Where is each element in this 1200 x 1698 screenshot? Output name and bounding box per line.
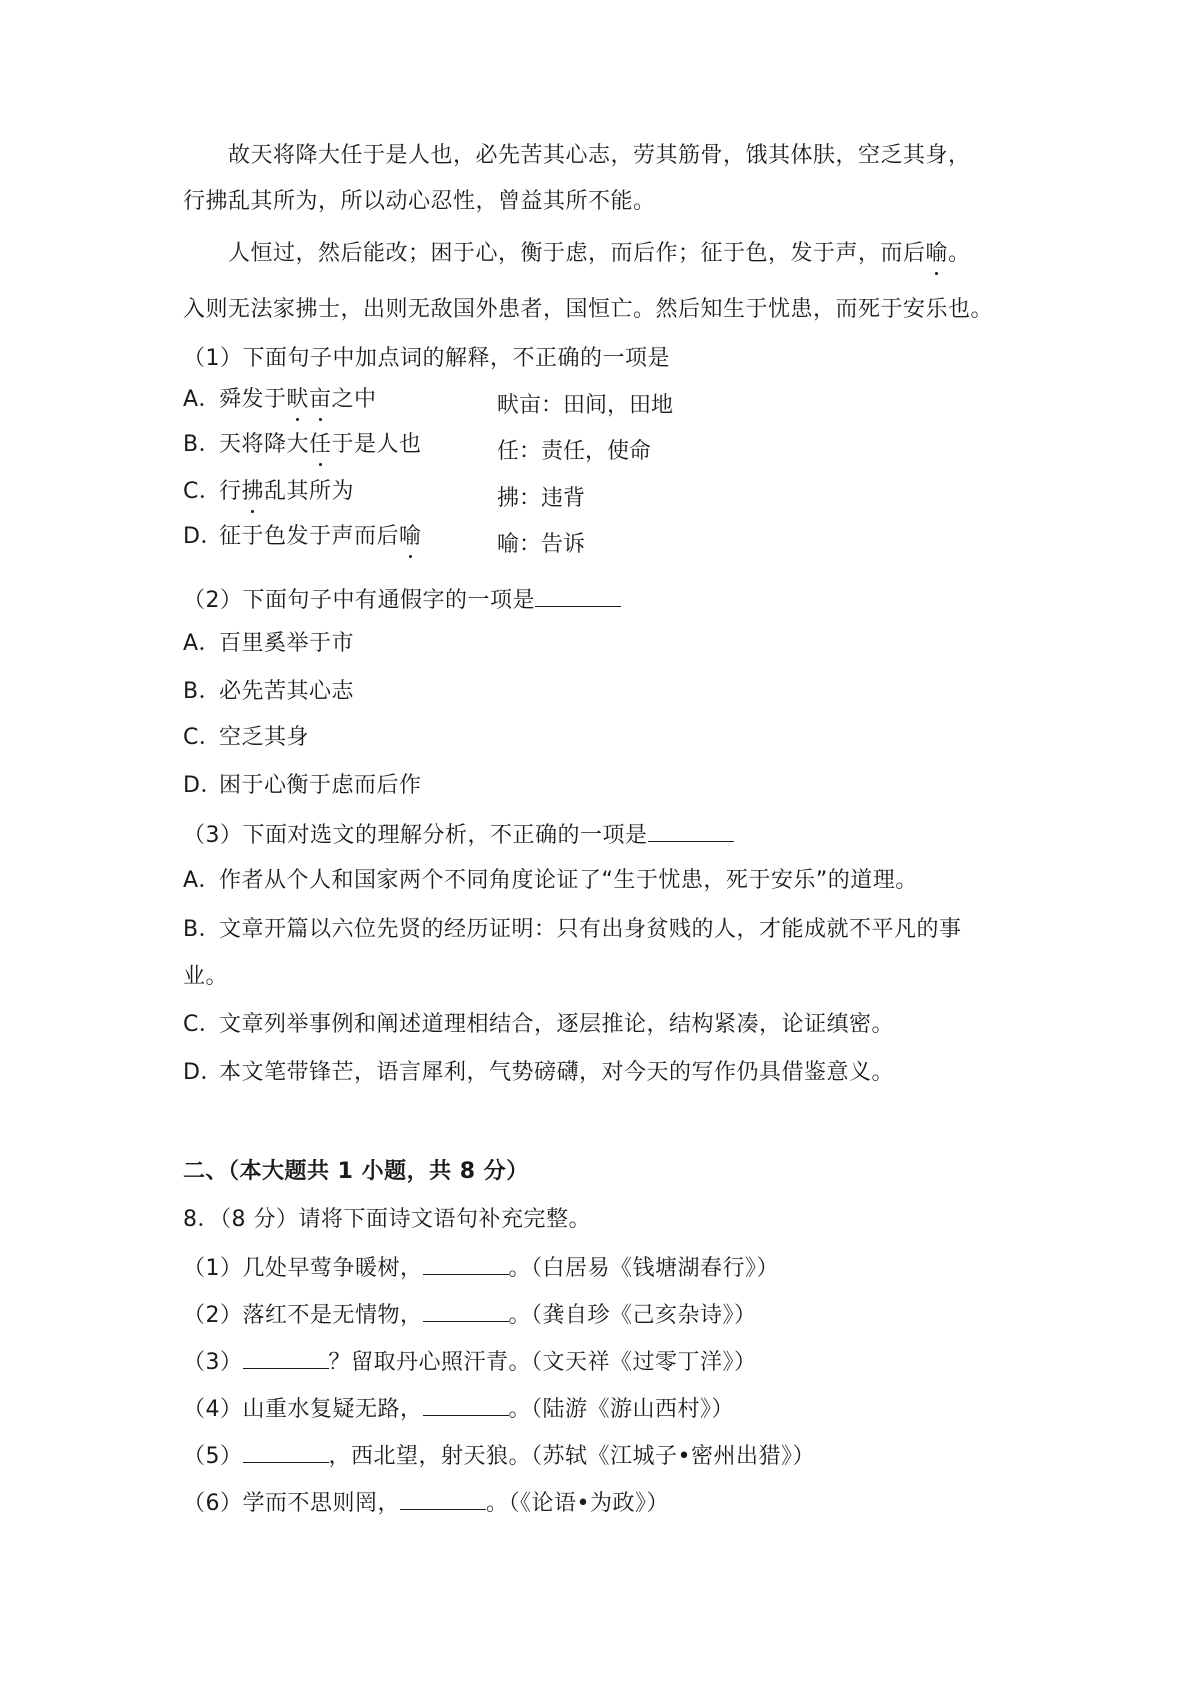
- dotted-word: 喻: [399, 522, 422, 552]
- option-label: D．: [183, 524, 223, 549]
- fill-item-5: [183, 1440, 815, 1472]
- option-text: 文章开篇以六位先贤的经历证明：只有出身贫贱的人，才能成就不平凡的事: [219, 917, 962, 942]
- item-text: 几处早莺争暖树，: [242, 1256, 423, 1281]
- option-label: D．: [183, 773, 223, 798]
- answer-blank[interactable]: [243, 1440, 329, 1463]
- option-text: 必先苦其心志: [219, 679, 355, 704]
- answer-blank[interactable]: [648, 819, 734, 842]
- option-label: C．: [183, 725, 222, 750]
- option-label: C．: [183, 1012, 222, 1037]
- fill-item-1: [183, 1252, 779, 1284]
- fill-item-2: [183, 1299, 757, 1331]
- item-text: ？留取丹心照汗青。（文天祥《过零丁洋》）: [328, 1350, 757, 1375]
- passage-line: 故天将降大任于是人也，必先苦其心志，劳其筋骨，饿其体肤，空乏其身，: [228, 143, 971, 168]
- option-text: 天将降大: [219, 432, 310, 457]
- option-b: [183, 915, 962, 945]
- answer-blank[interactable]: [423, 1393, 509, 1416]
- item-number: （5）: [183, 1444, 243, 1469]
- question-stem: 8．（8 分）请将下面诗文语句补充完整。: [183, 1207, 591, 1232]
- fill-item-4: [183, 1393, 734, 1425]
- option-text: 征于色发于声而后: [219, 524, 400, 549]
- item-number: （3）: [183, 1350, 243, 1375]
- passage-line: [228, 239, 971, 269]
- option-a: [183, 866, 918, 896]
- question-stem: [183, 584, 621, 616]
- option-text: 行: [219, 479, 242, 504]
- option-label: B．: [183, 679, 222, 704]
- passage-text: 人恒过，然后能改；困于心，衡于虑，而后作；征于色，发于声，而后: [228, 241, 926, 266]
- item-text: 。（白居易《钱塘湖春行》）: [508, 1256, 780, 1281]
- fill-item-6: [183, 1487, 669, 1519]
- stem-text: （3）下面对选文的理解分析，不正确的一项是: [183, 823, 648, 848]
- answer-blank[interactable]: [423, 1252, 509, 1275]
- item-text: 落红不是无情物，: [242, 1303, 423, 1328]
- option-a: [183, 385, 377, 415]
- option-text: 于是人也: [331, 432, 422, 457]
- option-d: [183, 771, 422, 801]
- option-label: B．: [183, 432, 222, 457]
- answer-blank[interactable]: [400, 1487, 486, 1510]
- gloss-a: 畎亩：田间，田地: [497, 393, 674, 418]
- option-text: 本文笔带锋芒，语言犀利，气势磅礴，对今天的写作仍具借鉴意义。: [219, 1060, 895, 1085]
- passage-line: 入则无法家拂士，出则无敌国外患者，国恒亡。然后知生于忧患，而死于安乐也。: [183, 297, 994, 322]
- item-number: （1）: [183, 1256, 243, 1281]
- item-text: 。（《论语•为政》）: [486, 1491, 669, 1516]
- passage-text: 。: [948, 241, 971, 266]
- option-c: [183, 723, 309, 753]
- gloss-d: 喻：告诉: [497, 532, 586, 557]
- option-label: B．: [183, 917, 222, 942]
- option-text: 文章列举事例和阐述道理相结合，逐层推论，结构紧凑，论证缜密。: [219, 1012, 895, 1037]
- option-a: [183, 629, 354, 659]
- dotted-word: 喻: [926, 239, 949, 269]
- item-text: 。（龚自珍《己亥杂诗》）: [508, 1303, 757, 1328]
- dotted-word: 亩: [309, 385, 332, 415]
- option-b: [183, 430, 422, 460]
- option-label: A．: [183, 631, 222, 656]
- answer-blank[interactable]: [243, 1346, 329, 1369]
- passage-line: 行拂乱其所为，所以动心忍性，曾益其所不能。: [183, 189, 656, 214]
- answer-blank[interactable]: [423, 1299, 509, 1322]
- option-text: 空乏其身: [219, 725, 310, 750]
- option-text: 作者从个人和国家两个不同角度论证了“生于忧患，死于安乐”的道理。: [219, 868, 918, 893]
- item-number: （2）: [183, 1303, 243, 1328]
- option-c: [183, 1010, 894, 1040]
- dotted-word: 畎: [287, 385, 310, 415]
- question-stem: （1）下面句子中加点词的解释，不正确的一项是: [183, 346, 670, 371]
- option-label: C．: [183, 479, 222, 504]
- option-label: D．: [183, 1060, 223, 1085]
- question-stem: [183, 819, 734, 851]
- gloss-c: 拂：违背: [497, 486, 586, 511]
- option-b: [183, 677, 354, 707]
- item-text: ，西北望，射天狼。（苏轼《江城子•密州出猎》）: [328, 1444, 815, 1469]
- option-b-continued: 业。: [183, 964, 229, 989]
- item-text: 学而不思则罔，: [242, 1491, 401, 1516]
- stem-text: （2）下面句子中有通假字的一项是: [183, 588, 535, 613]
- option-c: [183, 477, 354, 507]
- option-label: A．: [183, 868, 222, 893]
- option-text: 百里奚举于市: [219, 631, 355, 656]
- answer-blank[interactable]: [535, 584, 621, 607]
- option-text: 乱其所为: [264, 479, 355, 504]
- option-label: A．: [183, 387, 222, 412]
- option-d: [183, 522, 422, 552]
- fill-item-3: [183, 1346, 757, 1378]
- option-text: 困于心衡于虑而后作: [219, 773, 422, 798]
- dotted-word: 拂: [242, 477, 265, 507]
- gloss-b: 任：责任，使命: [497, 439, 652, 464]
- item-text: 山重水复疑无路，: [242, 1397, 423, 1422]
- option-text: 之中: [331, 387, 377, 412]
- option-text: 舜发于: [219, 387, 287, 412]
- item-text: 。（陆游《游山西村》）: [508, 1397, 735, 1422]
- option-d: [183, 1058, 894, 1088]
- item-number: （4）: [183, 1397, 243, 1422]
- dotted-word: 任: [309, 430, 332, 460]
- item-number: （6）: [183, 1491, 243, 1516]
- section-heading: 二、（本大题共 1 小题，共 8 分）: [183, 1159, 529, 1184]
